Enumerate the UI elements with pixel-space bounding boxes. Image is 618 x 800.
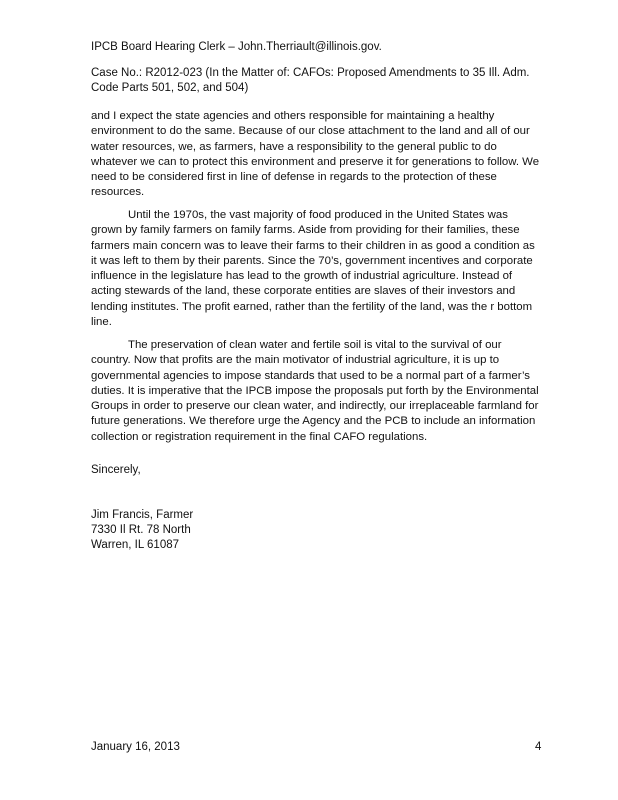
footer-date: January 16, 2013 bbox=[91, 741, 180, 753]
paragraph-preservation: The preservation of clean water and fertile soil is vital to the survival of our country. Now that profits are the main motivator of industrial agriculture, it is up to governmental agencies to impose standards that used to be a normal part of a farmer’s duties. It is imperative that the IPCB impose the proposals put forth by the Environmental Groups in order to preserve our clean water, and indirectly, our irreplaceable farmland for future generations. We therefore urge the Agency and the PCB to include an information collection or registration requirement in the final CAFO regulations. bbox=[91, 339, 539, 443]
letter-body bbox=[91, 109, 541, 201]
salutation: Sincerely, bbox=[91, 464, 141, 476]
page-number: 4 bbox=[535, 741, 542, 753]
signer-address-city: Warren, IL 61087 bbox=[91, 539, 180, 551]
paragraph-family-farms: Until the 1970s, the vast majority of food produced in the United States was grown by family farmers on family farms. Aside from providing for their families, these farmers main concern was to leave their farms to their children in as good a condition as it was left to them by their parents. Since the 70’s, government incentives and corporate influence in the legislature has lead to the growth of industrial agriculture. Instead of acting stewards of the land, these corporate entities are slaves of their investors and lending institutes. The profit earned, rather than the fertility of the land, was the r bottom line. bbox=[91, 209, 535, 329]
case-parts-line: Code Parts 501, 502, and 504) bbox=[91, 82, 249, 94]
signer-address-street: 7330 Il Rt. 78 North bbox=[91, 524, 191, 536]
letter-body-2 bbox=[91, 208, 541, 330]
signer-name: Jim Francis, Farmer bbox=[91, 509, 194, 521]
recipient-line: IPCB Board Hearing Clerk – John.Therriault@illinois.gov. bbox=[91, 41, 382, 53]
case-number-line: Case No.: R2012-023 (In the Matter of: CAFOs: Proposed Amendments to 35 Ill. Adm. bbox=[91, 67, 530, 79]
letter-body-3 bbox=[91, 338, 541, 445]
paragraph-environment: and I expect the state agencies and others responsible for maintaining a healthy environment to do the same. Because of our close attachment to the land and all of our water resources, we, as farmers, have a responsibility to the general public to do whatever we can to protect this environment and preserve it for generations to follow. We need to be considered first in line of defense in regards to the protection of these resources. bbox=[91, 110, 540, 199]
